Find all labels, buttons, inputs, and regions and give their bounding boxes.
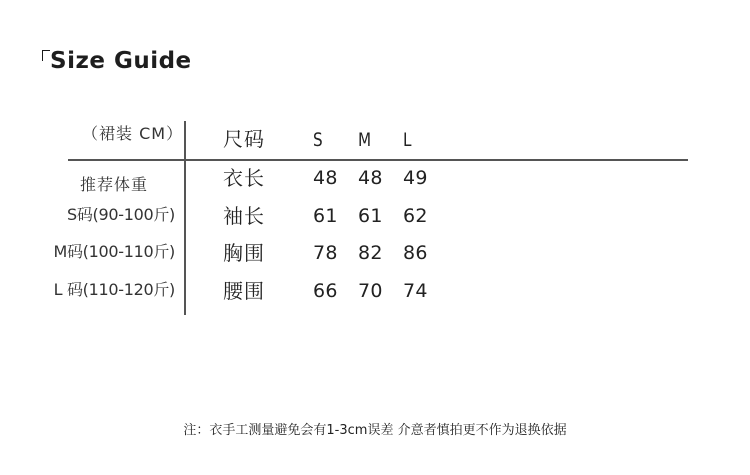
value-chest-s: 78	[313, 242, 338, 264]
weight-label-header: 推荐体重	[80, 175, 149, 194]
corner-bracket-icon	[42, 50, 50, 61]
value-length-s: 48	[313, 167, 338, 189]
unit-header: （裙装 CM）	[82, 124, 184, 143]
table-vertical-divider	[184, 121, 186, 315]
table-horizontal-divider	[68, 159, 688, 161]
size-header-m: M	[358, 129, 372, 151]
weight-label-s: S码(90-100斤)	[66, 205, 175, 224]
value-sleeve-m: 61	[358, 205, 383, 227]
size-header-l: L	[403, 129, 412, 151]
measurement-disclaimer: 注：衣手工测量避免会有1-3cm误差 介意者慎拍更不作为退换依据	[183, 423, 567, 438]
value-sleeve-s: 61	[313, 205, 338, 227]
value-waist-m: 70	[358, 280, 383, 302]
value-length-m: 48	[358, 167, 383, 189]
value-waist-l: 74	[403, 280, 428, 302]
row-label-waist: 腰围	[223, 279, 265, 303]
value-length-l: 49	[403, 167, 428, 189]
value-chest-l: 86	[403, 242, 428, 264]
row-label-sleeve: 袖长	[223, 204, 265, 228]
value-waist-s: 66	[313, 280, 338, 302]
row-label-chest: 胸围	[223, 241, 265, 265]
weight-label-l: L 码(110-120斤)	[53, 280, 175, 299]
value-sleeve-l: 62	[403, 205, 428, 227]
size-column-header: 尺码	[223, 127, 265, 151]
page-title: Size Guide	[50, 48, 192, 74]
size-header-s: S	[313, 129, 323, 151]
weight-label-m: M码(100-110斤)	[53, 242, 175, 261]
row-label-length: 衣长	[223, 166, 265, 190]
value-chest-m: 82	[358, 242, 383, 264]
